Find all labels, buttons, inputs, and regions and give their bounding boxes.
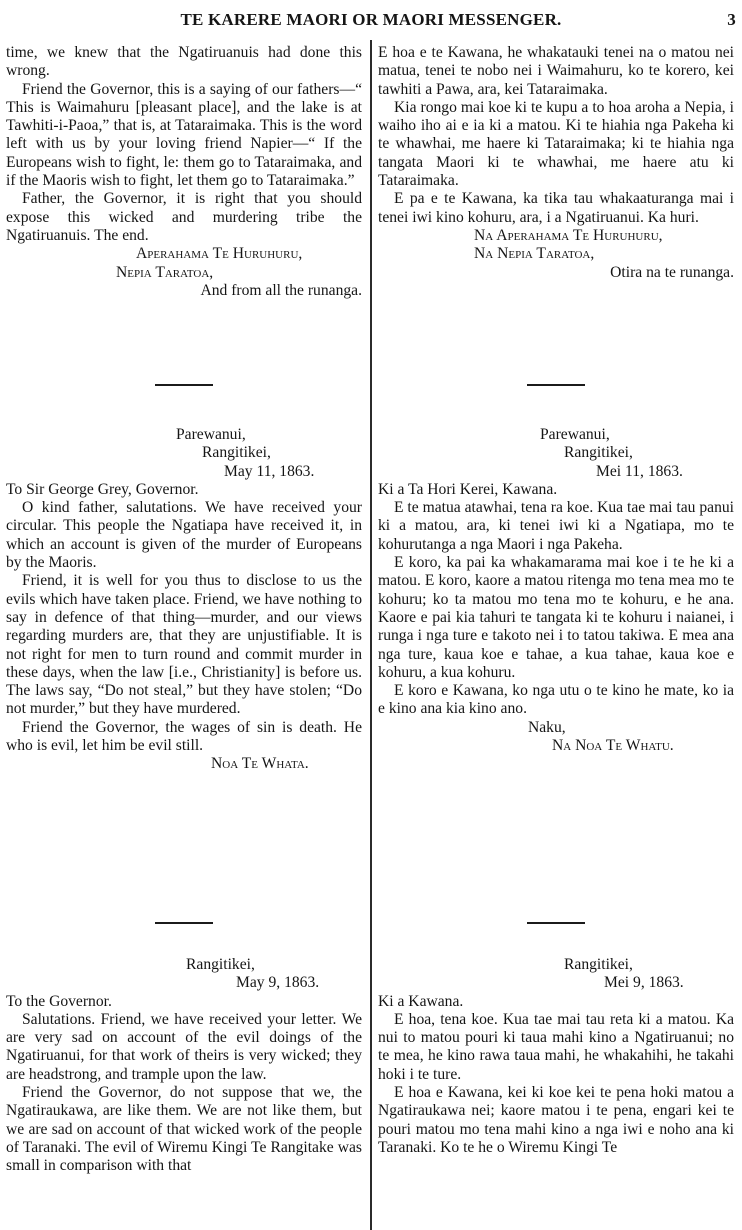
paragraph: E hoa, tena koe. Kua tae mai tau reta ki a matou. Ka nui to matou pouri ki taua mahi kino a Ngatiruanui; no te mea, he kino rawa taua mahi, he whakahihi, he takahi hoki i te ture. — [378, 1010, 734, 1083]
column-divider — [370, 40, 372, 1230]
signature: Naku, — [528, 718, 566, 736]
section-rule — [155, 384, 213, 386]
paragraph: E koro, ka pai ka whakamarama mai koe i te he ki a matou. E koro, kaore a matou ritenga mo tena mea mo te kohuru; ko ta matou mo tena mo te kohuru, e he ana. Kaore e pai kia tahuri te tangata ki te kohuru i naianei, i runga i nga ture e takoto nei i to tatou takiwa. E mea ana nga ture, kaua koe e tahae, a kua tahae, kaua koe e kohuru, a kua kohuru. — [378, 554, 734, 681]
paragraph: O kind father, salutations. We have received your circular. This people the Ngatiapa have received it, in which an account is given of the murder of Europeans by the Maoris. — [6, 499, 362, 572]
signature: Na Nepia Taratoa, — [474, 245, 595, 263]
signature: Na Noa Te Whatu. — [552, 737, 674, 755]
letter-place: Parewanui, — [540, 426, 610, 443]
letter-ngatiraukawa-maori — [378, 956, 734, 1157]
paragraph: E te matua atawhai, tena ra koe. Kua tae mai tau panui ki a matou, ara, ki tenei iwi ki a Ngatiapa, mo te kohurutanga a nga Maori i nga Pakeha. — [378, 499, 734, 553]
page-header — [0, 4, 742, 38]
letter-addressee: To Sir George Grey, Governor. — [6, 480, 199, 498]
paragraph: E koro e Kawana, ko nga utu o te kino he mate, ko ia e kino ana kia kino ano. — [378, 682, 734, 718]
letter-date: May 11, 1863. — [224, 462, 315, 480]
section-rule — [527, 922, 585, 924]
signature: And from all the runanga. — [200, 281, 362, 299]
letter-date: Mei 11, 1863. — [596, 462, 683, 480]
letter-place: Parewanui, — [176, 426, 246, 443]
letter-addressee: Ki a Ta Hori Kerei, Kawana. — [378, 480, 558, 498]
letter-noa-te-whata-english — [6, 426, 362, 774]
paragraph: E pa e te Kawana, ka tika tau whakaaturanga mai i tenei iwi kino kohuru, ara, i a Ngatiruanui. Ka huri. — [378, 190, 734, 226]
paragraph: Salutations. Friend, we have received your letter. We are very sad on account of the evil doings of the Ngatiruanui, for that work of theirs is very wicked; they are headstrong, and trample upon the law. — [6, 1010, 362, 1083]
signature: Na Aperahama Te Huruhuru, — [474, 226, 663, 244]
paragraph: E hoa e Kawana, kei ki koe kei te pena hoki matou a Ngatiraukawa nei; kaore matou i te pena, engari kei te pouri matou mo tena mahi kino a nga iwi e noho ana ki Taranaki. Ko te he o Wiremu Kingi Te — [378, 1084, 734, 1156]
letter-addressee: Ki a Kawana. — [378, 992, 464, 1010]
newspaper-title: TE KARERE MAORI OR MAORI MESSENGER. — [180, 10, 562, 29]
letter-date: Mei 9, 1863. — [604, 974, 684, 992]
letter-place: Rangitikei, — [202, 444, 271, 462]
letter-aperahama-english — [6, 44, 362, 300]
letter-place: Rangitikei, — [186, 956, 255, 973]
paragraph: Friend the Governor, the wages of sin is death. He who is evil, let him be evil still. — [6, 718, 362, 755]
letter-addressee: To the Governor. — [6, 992, 112, 1010]
paragraph: Father, the Governor, it is right that you should expose this wicked and murdering tribe the Ngatiruanuis. The end. — [6, 190, 362, 244]
letter-aperahama-maori — [378, 44, 734, 282]
letter-date: May 9, 1863. — [236, 974, 320, 992]
signature: Nepia Taratoa, — [116, 263, 214, 281]
section-rule — [527, 384, 585, 386]
paragraph: Friend the Governor, this is a saying of our fathers—“ This is Waimahuru [pleasant place], and the lake is at Tawhiti-i-Paoa,” that is, at Tataraimaka. This is the word left with us by your loving friend Napier—“ If the Europeans wish to fight, le: them go to Tataraimaka, and if the Maoris wish to fight, let them go to Tataraimaka.” — [6, 80, 362, 190]
letter-ngatiraukawa-english — [6, 956, 362, 1176]
signature: Otira na te runanga. — [610, 263, 734, 281]
paragraph: Friend the Governor, do not suppose that we, the Ngatiraukawa, are like them. We are not like them, but we are sad on account of that wicked work of the people of Taranaki. The evil of Wiremu Kingi Te Rangitake was small in comparison with that — [6, 1084, 362, 1175]
signature: Aperahama Te Huruhuru, — [136, 245, 303, 263]
paragraph: E hoa e te Kawana, he whakatauki tenei na o matou nei matua, tenei te nobo nei i Waimahuru, ko te korero, kei tawhiti a Pawa, ara, kei Tataraimaka. — [378, 44, 734, 98]
paragraph: Friend, it is well for you thus to disclose to us the evils which have taken place. Friend, we have nothing to say in defence of that thing—murder, and our views regarding murders are, that they are unjustifiable. It is not right for men to turn round and commit murder in these days, when the law [i.e., Christianity] is before us. The laws say, “Do not steal,” but they have stolen; “Do not murder,” but they have murdered. — [6, 572, 362, 718]
letter-place: Rangitikei, — [564, 444, 633, 462]
paragraph: time, we knew that the Ngatiruanuis had done this wrong. — [6, 44, 362, 80]
section-rule — [155, 922, 213, 924]
letter-place: Rangitikei, — [564, 956, 633, 973]
letter-noa-te-whatu-maori — [378, 426, 734, 755]
page-number: 3 — [727, 10, 736, 29]
signature: Noa Te Whata. — [211, 755, 309, 773]
paragraph: Kia rongo mai koe ki te kupu a to hoa aroha a Nepia, i waiho iho ai e ia ki a matou. Ki te hiahia nga Pakeha ki te whawhai, me haere ki Tataraimaka; ki te hiahia nga tangata Maori ki te whawhai, me haere atu ki Tataraimaka. — [378, 98, 734, 190]
